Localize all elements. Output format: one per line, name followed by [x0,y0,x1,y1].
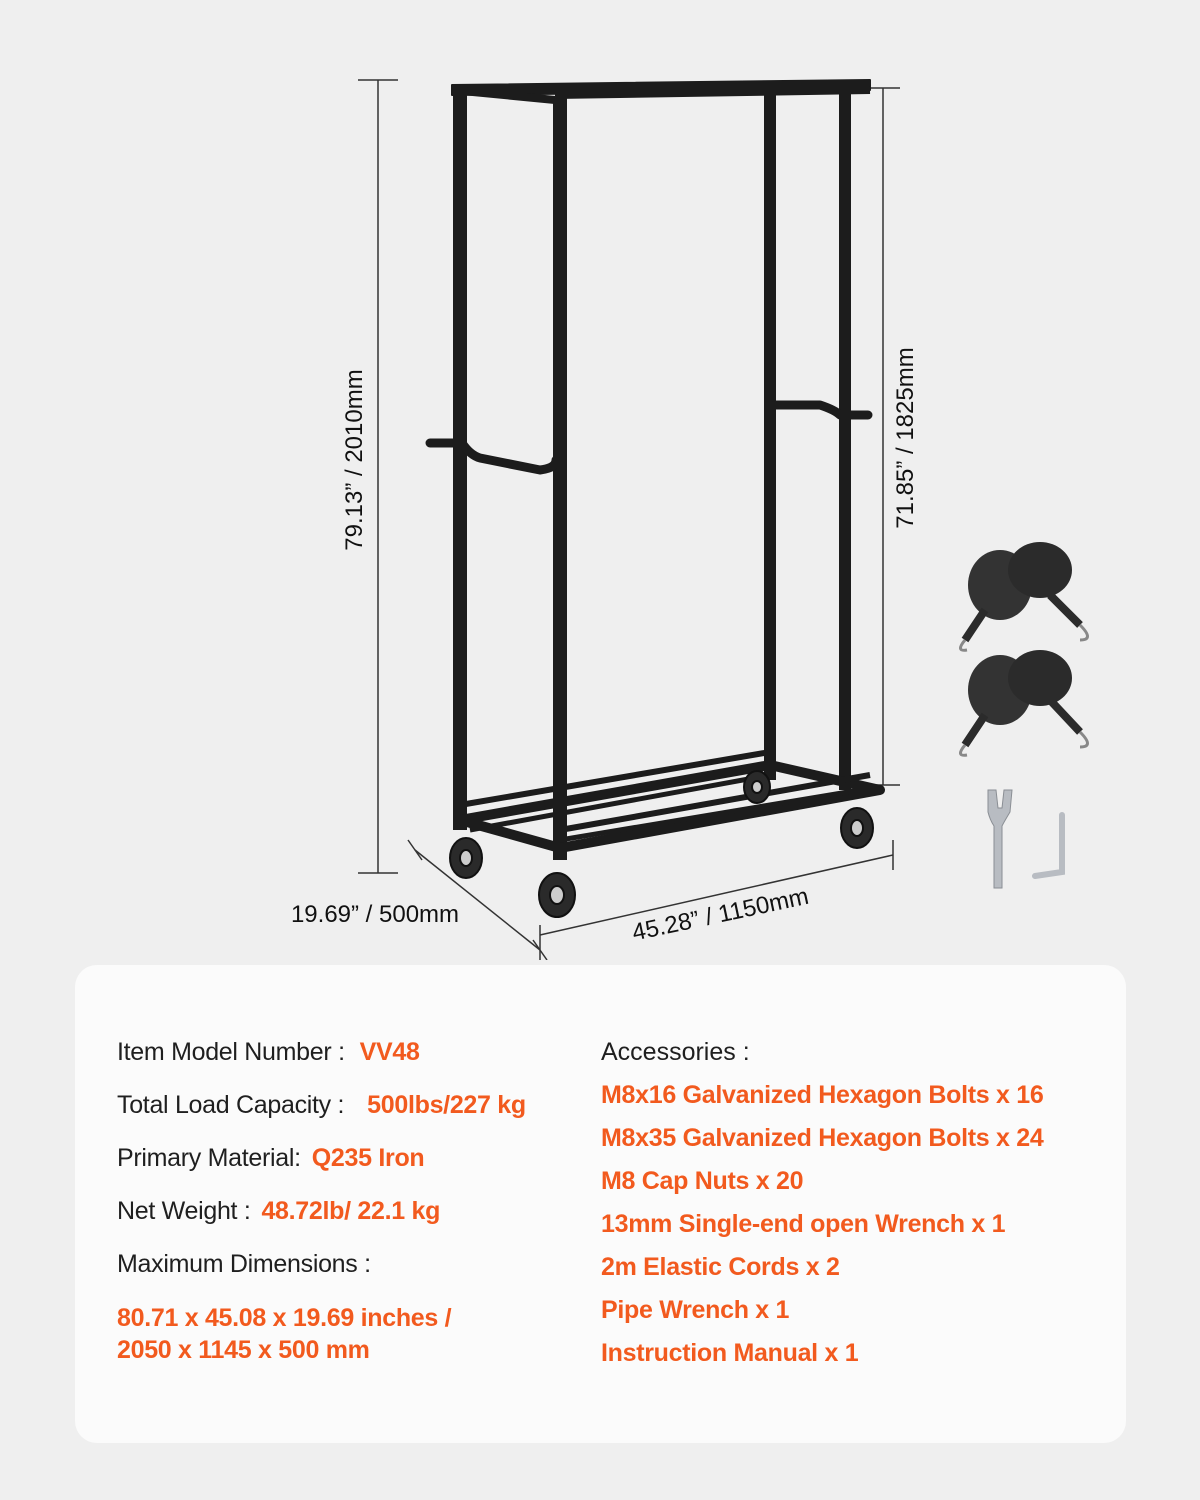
width-label: 45.28” / 1150mm [629,882,812,947]
model-number-label: Item Model Number : [117,1038,345,1066]
accessory-item: Pipe Wrench x 1 [601,1296,790,1324]
accessory-item: M8x16 Galvanized Hexagon Bolts x 16 [601,1081,1044,1109]
inner-height-label: 71.85” / 1825mm [892,347,919,529]
accessories-title: Accessories : [601,1038,750,1066]
net-weight-label: Net Weight : [117,1197,251,1225]
overall-height-label: 79.13” / 2010mm [341,369,368,551]
elastic-cord-icon [960,542,1087,755]
accessory-item: 13mm Single-end open Wrench x 1 [601,1210,1006,1238]
max-dimensions-mm: 2050 x 1145 x 500 mm [117,1336,370,1364]
max-dimensions-inches: 80.71 x 45.08 x 19.69 inches / [117,1304,452,1332]
model-number-row [117,1037,587,1067]
accessory-item: 2m Elastic Cords x 2 [601,1253,840,1281]
accessories-list [601,1037,1111,1381]
load-capacity-label: Total Load Capacity : [117,1091,345,1119]
material-row [117,1143,587,1173]
accessory-item: M8x35 Galvanized Hexagon Bolts x 24 [601,1124,1044,1152]
material-label: Primary Material: [117,1144,301,1172]
model-number-value: VV48 [359,1038,420,1066]
net-weight-value: 48.72lb/ 22.1 kg [261,1197,441,1225]
rack-frame-illustration [430,80,880,860]
load-capacity-value: 500lbs/227 kg [367,1091,526,1119]
material-value: Q235 Iron [311,1144,425,1172]
spec-list [117,1037,587,1366]
accessory-item: M8 Cap Nuts x 20 [601,1167,804,1195]
max-dimensions-label: Maximum Dimensions : [117,1250,371,1278]
load-capacity-row [117,1090,587,1120]
open-wrench-icon [988,790,1012,888]
accessory-item: Instruction Manual x 1 [601,1339,859,1367]
net-weight-row [117,1196,587,1226]
specification-card [75,965,1126,1443]
max-dimensions-row [117,1249,587,1279]
depth-label: 19.69” / 500mm [290,901,460,928]
pipe-wrench-icon [1035,815,1062,876]
